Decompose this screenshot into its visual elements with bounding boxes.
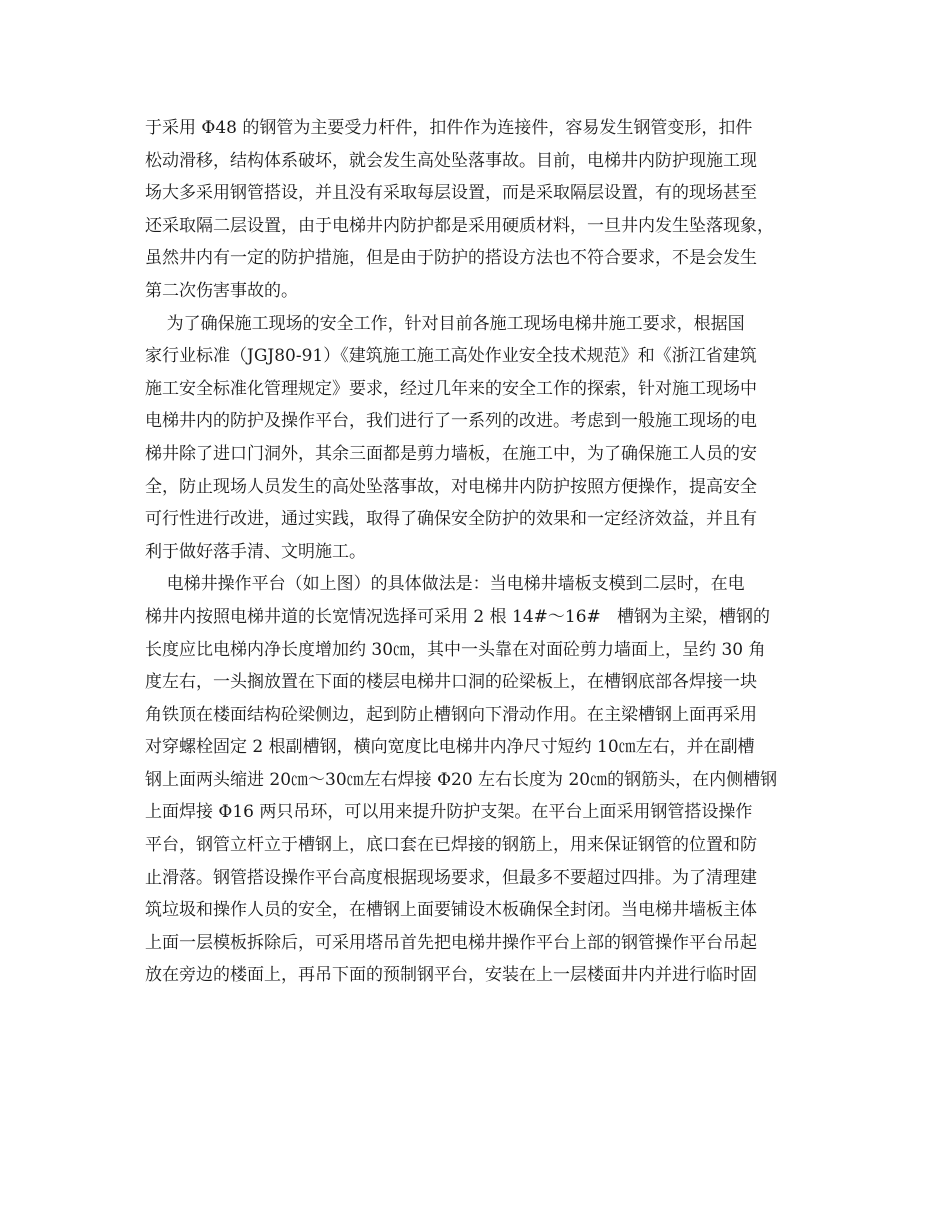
text-line: 电梯井内的防护及操作平台，我们进行了一系列的改进。考虑到一般施工现场的电 [145, 411, 757, 432]
text-line: 平台，钢管立杆立于槽钢上，底口套在已焊接的钢筋上，用来保证钢管的位置和防 [145, 835, 757, 856]
text-line: 家行业标准（JGJ80-91）《建筑施工施工高处作业安全技术规范》和《浙江省建筑 [145, 346, 757, 367]
document-body [145, 112, 815, 992]
text-line: 于采用 Φ48 的钢管为主要受力杆件，扣件作为连接件，容易发生钢管变形，扣件 [145, 118, 753, 138]
paragraph-3 [145, 568, 815, 992]
text-line: 对穿螺栓固定 2 根副槽钢，横向宽度比电梯井内净尺寸短约 10㎝左右，并在副槽 [145, 737, 755, 758]
text-line: 上面一层模板拆除后，可采用塔吊首先把电梯井操作平台上部的钢管操作平台吊起 [145, 932, 757, 953]
paragraph-2 [145, 308, 815, 569]
text-line: 利于做好落手清、文明施工。 [145, 541, 366, 562]
text-line: 第二次伤害事故的。 [145, 280, 298, 301]
text-line: 度左右，一头搁放置在下面的楼层电梯井口洞的砼梁板上，在槽钢底部各焊接一块 [145, 672, 757, 693]
paragraph-1 [145, 112, 815, 308]
text-line: 上面焊接 Φ16 两只吊环，可以用来提升防护支架。在平台上面采用钢管搭设操作 [145, 802, 753, 823]
text-line: 梯井除了进口门洞外，其余三面都是剪力墙板，在施工中，为了确保施工人员的安 [145, 443, 757, 464]
text-line: 筑垃圾和操作人员的安全，在槽钢上面要铺设木板确保全封闭。当电梯井墙板主体 [145, 900, 757, 921]
text-line: 止滑落。钢管搭设操作平台高度根据现场要求，但最多不要超过四排。为了清理建 [145, 867, 757, 888]
text-line: 梯井内按照电梯井道的长宽情况选择可采用 2 根 14#～16# 槽钢为主梁，槽钢的 [145, 606, 770, 627]
text-line: 钢上面两头缩进 20㎝～30㎝左右焊接 Φ20 左右长度为 20㎝的钢筋头，在内侧槽钢 [145, 769, 778, 790]
text-line: 放在旁边的楼面上，再吊下面的预制钢平台，安装在上一层楼面井内并进行临时固 [145, 965, 757, 986]
text-line: 长度应比电梯内净长度增加约 30㎝，其中一头靠在对面砼剪力墙面上，呈约 30 角 [145, 639, 766, 660]
text-line: 电梯井操作平台（如上图）的具体做法是：当电梯井墙板支模到二层时，在电 [145, 574, 745, 595]
text-line: 还采取隔二层设置，由于电梯井内防护都是采用硬质材料，一旦井内发生坠落现象， [145, 215, 774, 236]
text-line: 全，防止现场人员发生的高处坠落事故，对电梯井内防护按照方便操作，提高安全 [145, 476, 757, 497]
text-line: 为了确保施工现场的安全工作，针对目前各施工现场电梯井施工要求，根据国 [145, 313, 745, 334]
text-line: 角铁顶在楼面结构砼梁侧边，起到防止槽钢向下滑动作用。在主梁槽钢上面再采用 [145, 704, 757, 725]
text-line: 可行性进行改进，通过实践，取得了确保安全防护的效果和一定经济效益，并且有 [145, 509, 757, 530]
text-line: 虽然井内有一定的防护措施，但是由于防护的搭设方法也不符合要求，不是会发生 [145, 248, 757, 269]
text-line: 场大多采用钢管搭设，并且没有采取每层设置，而是采取隔层设置，有的现场甚至 [145, 183, 757, 204]
text-line: 松动滑移，结构体系破坏，就会发生高处坠落事故。目前，电梯井内防护现施工现 [145, 150, 757, 171]
text-line: 施工安全标准化管理规定》要求，经过几年来的安全工作的探索，针对施工现场中 [145, 378, 757, 399]
